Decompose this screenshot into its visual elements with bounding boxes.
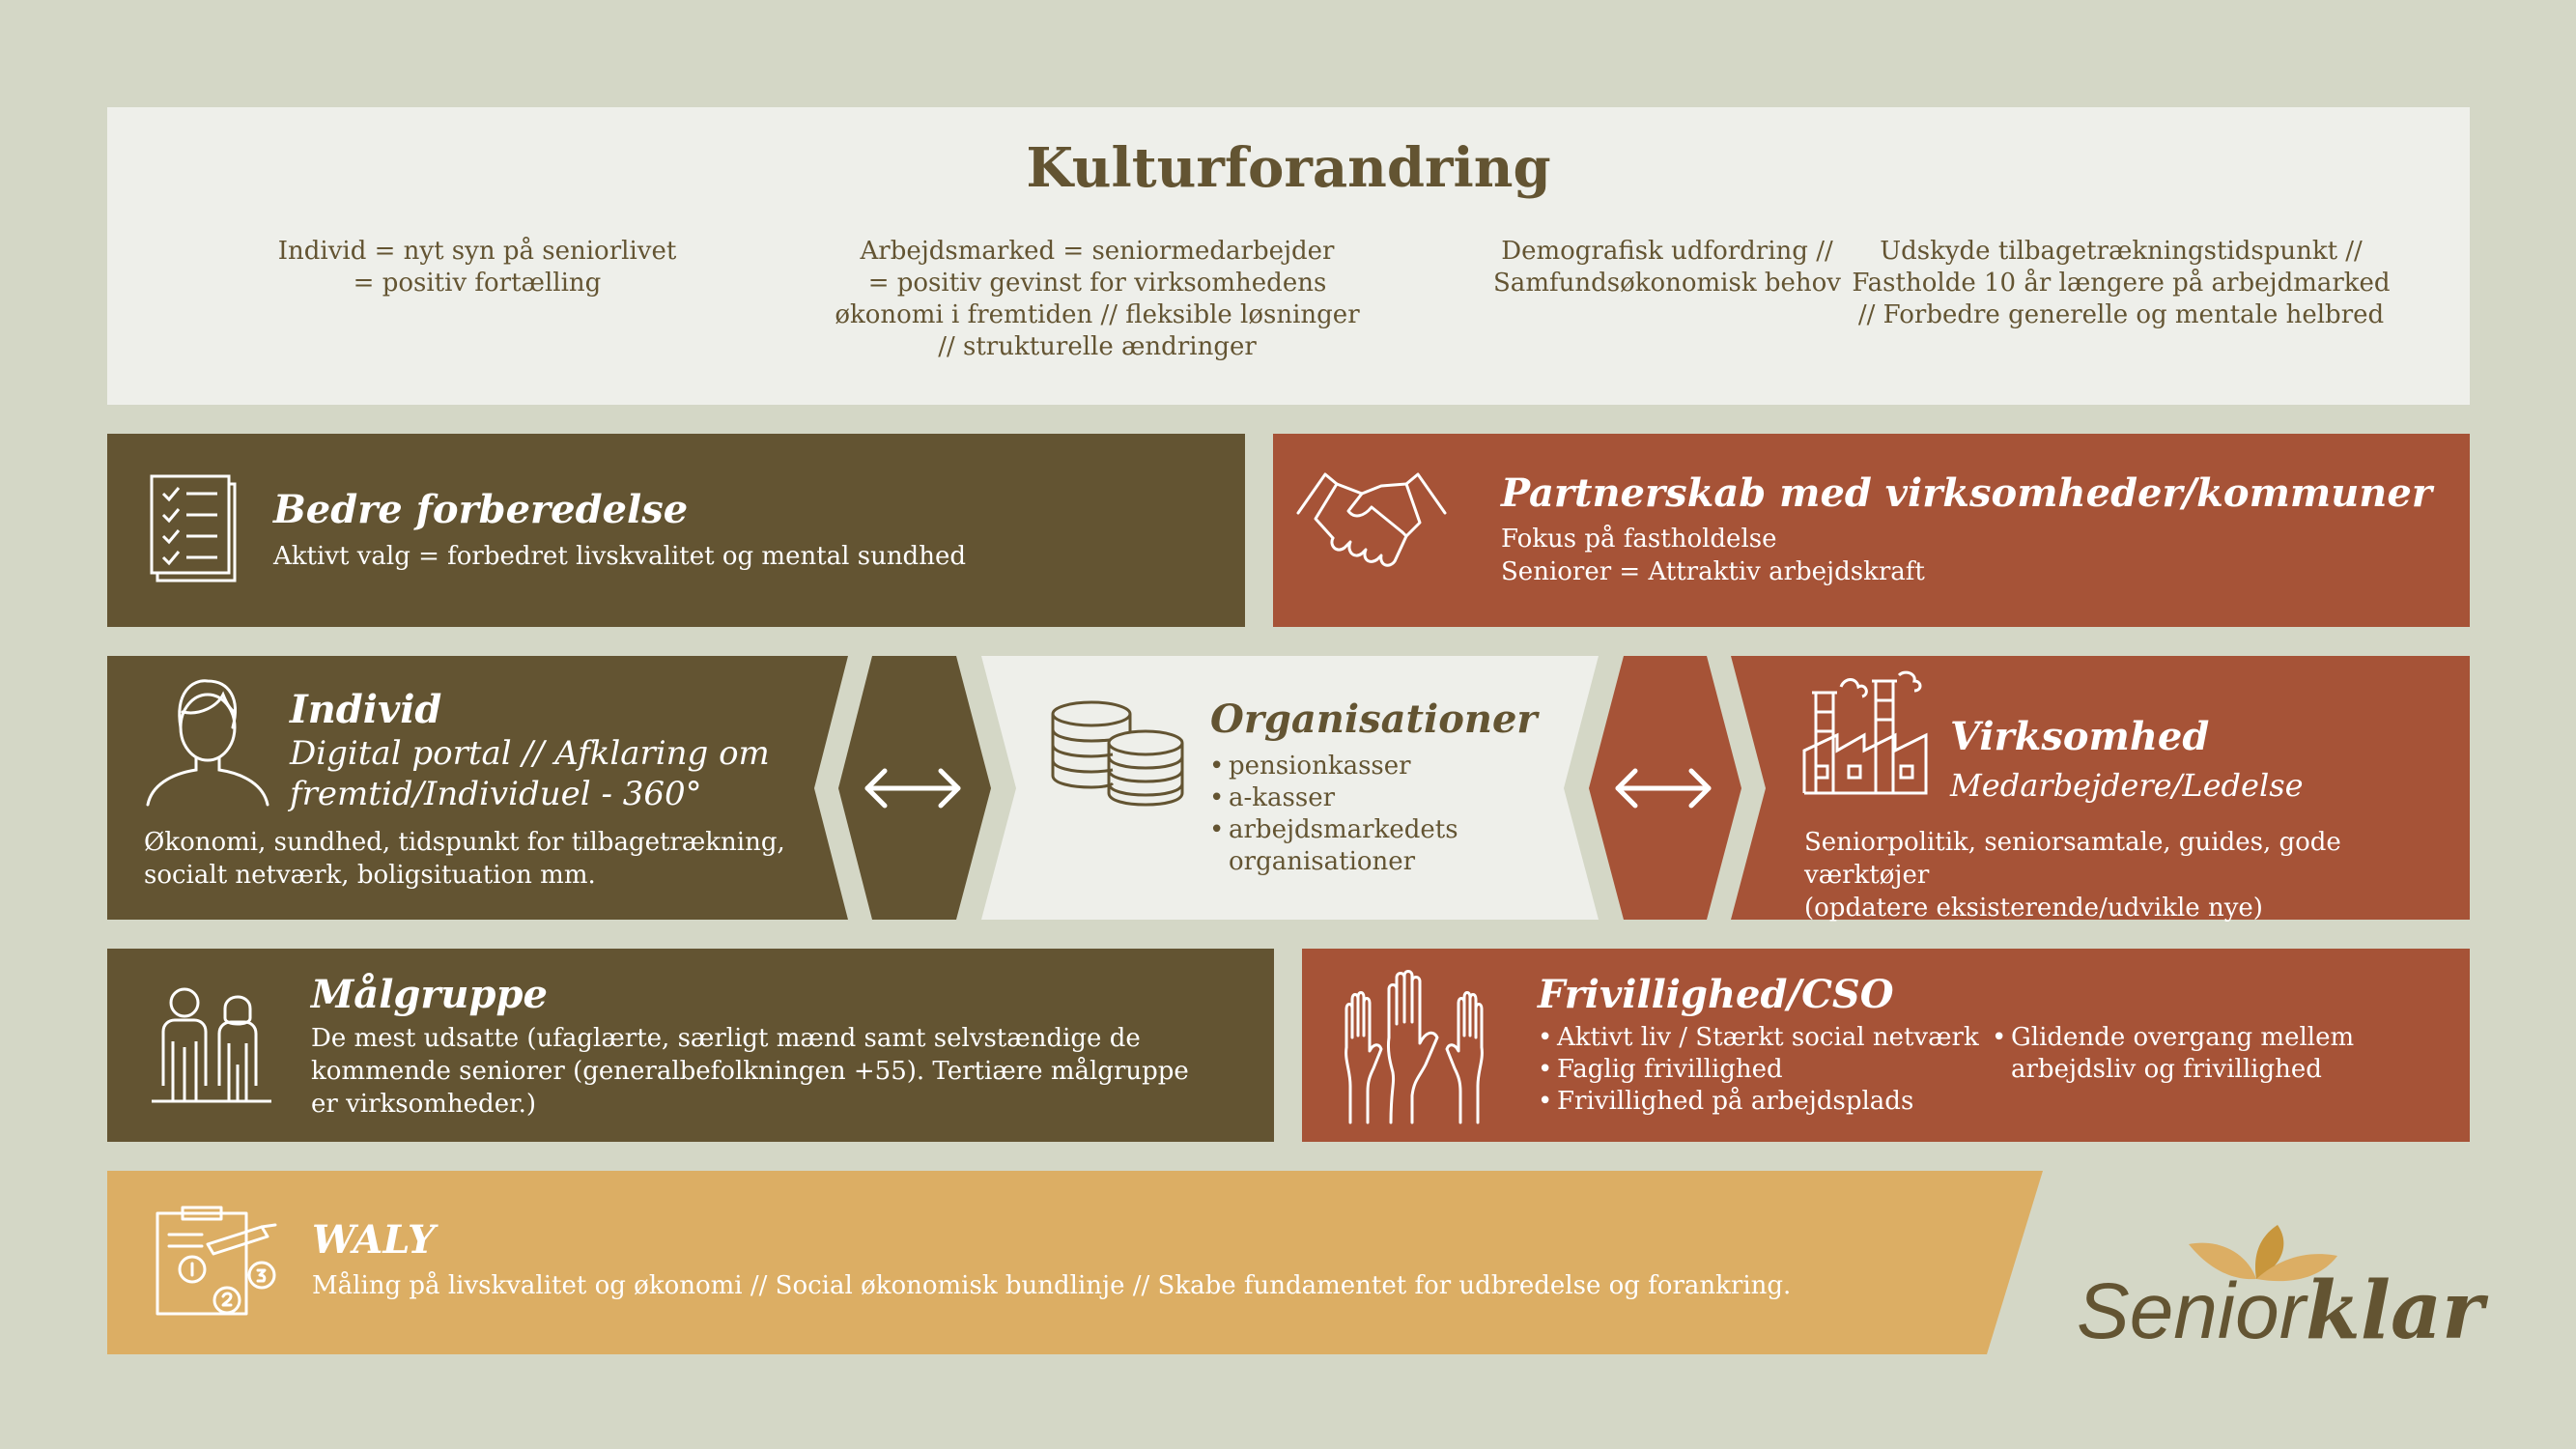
culture-column-1: Individ = nyt syn på seniorlivet = positiv fortælling (277, 237, 677, 298)
org-item-3: • arbejdsmarkedets organisationer (1209, 814, 1458, 878)
partner-line-1: Fokus på fastholdelse (1501, 525, 1777, 554)
partner-title: Partnerskab med virksomheder/kommuner (1501, 470, 2432, 516)
virksomhed-subtitle: Medarbejdere/Ledelse (1950, 767, 2304, 804)
logo-text (2077, 1264, 2484, 1357)
prep-text: Aktivt valg = forbedret livskvalitet og mental sundhed (273, 542, 966, 571)
seniorklar-logo (2067, 1217, 2484, 1357)
individ-subtitle: Digital portal // Afklaring om fremtid/Individuel - 360° (290, 734, 770, 813)
individ-title: Individ (290, 687, 442, 732)
prep-title: Bedre forberedelse (273, 487, 689, 532)
org-item-1: • pensionkasser (1209, 751, 1458, 782)
waly-panel (107, 1171, 1987, 1354)
culture-column-3: Demografisk udfordring // Samfundsøkonomisk behov (1493, 237, 1841, 298)
virksomhed-title: Virksomhed (1950, 714, 2210, 759)
frivillig-item-3: • Frivillighed på arbejdsplads (1538, 1086, 1979, 1118)
virksomhed-text: Seniorpolitik, seniorsamtale, guides, gode værktøjer (opdatere eksisterende/udvikle nye) (1804, 828, 2341, 923)
culture-column-4: Udskyde tilbagetrækningstidspunkt // Fastholde 10 år længere på arbejdmarked // Forbedre generelle og mentale helbred (1852, 237, 2391, 329)
frivillig-title: Frivillighed/CSO (1538, 972, 1894, 1017)
maalgruppe-title: Målgruppe (311, 972, 548, 1017)
frivillig-item-4: • Glidende overgang mellem arbejdsliv og frivillighed (1992, 1022, 2354, 1086)
waly-text: Måling på livskvalitet og økonomi // Social økonomisk bundlinje // Skabe fundamentet for udbredelse og forankring. (312, 1271, 1792, 1300)
logo-text-klar: klar (2306, 1264, 2484, 1357)
frivillig-item-1: • Aktivt liv / Stærkt social netværk (1538, 1022, 1979, 1054)
individ-text: Økonomi, sundhed, tidspunkt for tilbagetrækning, socialt netværk, boligsituation mm. (144, 828, 785, 890)
frivillig-item-2: • Faglig frivillighed (1538, 1054, 1979, 1086)
org-title: Organisationer (1210, 696, 1538, 742)
org-item-2: • a-kasser (1209, 782, 1458, 814)
maalgruppe-text: De mest udsatte (ufaglærte, særligt mænd samt selvstændige de kommende seniorer (generalbefolkningen +55). Tertiære målgruppe er virksomheder.) (311, 1024, 1189, 1119)
clipboard-icon (154, 1208, 281, 1320)
culture-title: Kulturforandring (1026, 136, 1551, 200)
partner-line-2: Seniorer = Attraktiv arbejdskraft (1501, 557, 1925, 586)
logo-text-senior: Senior (2077, 1267, 2307, 1355)
culture-column-2: Arbejdsmarked = seniormedarbejder = positiv gevinst for virksomhedens økonomi i fremtiden // fleksible løsninger // strukturelle ændringer (835, 237, 1360, 361)
waly-title: WALY (312, 1217, 436, 1263)
